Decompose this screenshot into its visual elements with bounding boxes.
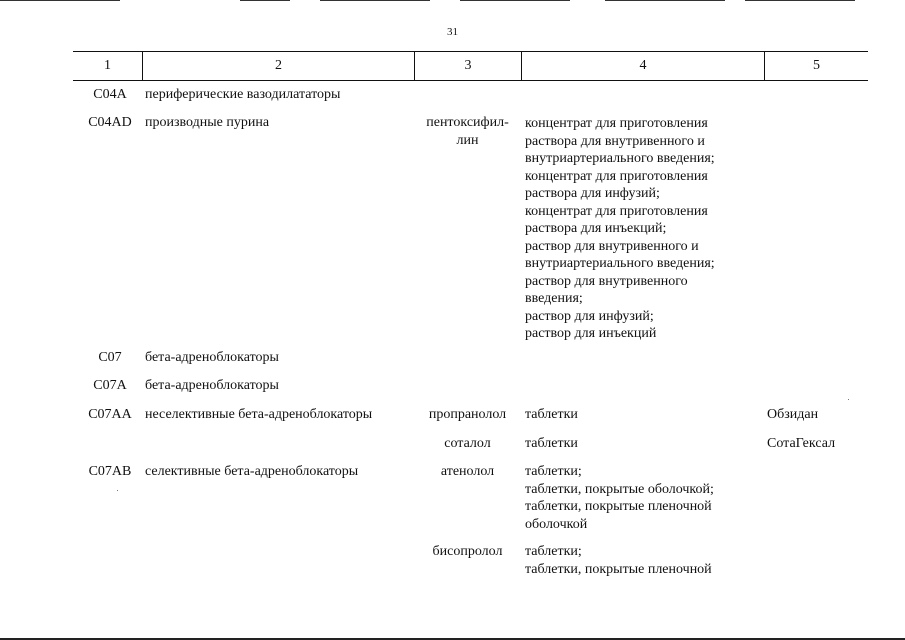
dosage-form-line: раствор для внутривенного: [525, 273, 688, 289]
dosage-form-line: раствор для инъекций: [525, 326, 657, 341]
header-col-2: 2: [275, 58, 282, 73]
scan-edge-mark: [240, 0, 290, 1]
atc-code: C04A: [93, 87, 127, 102]
group-name: бета-адреноблокаторы: [145, 350, 279, 365]
dosage-form-line: концентрат для приготовления: [525, 203, 708, 219]
dosage-form-line: раствор для внутривенного и: [525, 238, 699, 254]
atc-code: C07AB: [88, 464, 132, 479]
dosage-form-line: раствора для инъекций;: [525, 221, 667, 236]
scan-edge-mark: [745, 0, 855, 1]
drug-name: атенолол: [440, 464, 495, 479]
dosage-form-line: таблетки, покрытые пленочной: [525, 561, 712, 577]
dosage-form-line: раствор для инфузий;: [525, 308, 654, 324]
dosage-form-line: введения;: [525, 291, 583, 306]
dosage-form-line: таблетки, покрытые оболочкой;: [525, 481, 714, 497]
dosage-form-line: оболочкой: [525, 516, 588, 532]
drug-name: соталол: [444, 436, 491, 451]
atc-code: C07A: [93, 378, 127, 393]
dosage-form-line: таблетки;: [525, 544, 582, 559]
group-name: периферические вазодилататоры: [145, 87, 341, 102]
group-name: бета-адреноблокаторы: [145, 378, 279, 393]
drug-name: [414, 114, 521, 149]
scan-speck: [848, 399, 849, 400]
dosage-forms: [525, 463, 714, 533]
trade-name: СотаГексал: [767, 436, 836, 451]
dosage-form-line: раствора для инфузий;: [525, 186, 660, 201]
table-header: [73, 51, 868, 81]
atc-code: C07AA: [88, 407, 132, 422]
scan-edge-mark: [320, 0, 430, 1]
group-name: неселективные бета-адреноблокаторы: [145, 407, 373, 422]
drug-name: пропранолол: [428, 407, 507, 422]
dosage-form-line: раствора для внутривенного и: [525, 133, 705, 149]
group-name: производные пурина: [145, 115, 270, 130]
header-col-3: 3: [464, 58, 472, 73]
scan-edge-mark: [605, 0, 725, 1]
dosage-form-line: концентрат для приготовления: [525, 116, 708, 131]
dosage-form-line: концентрат для приготовления: [525, 168, 708, 184]
drug-name-line: лин: [456, 132, 479, 148]
scan-edge-mark: [460, 0, 570, 1]
dosage-form-line: внутриартериального введения;: [525, 256, 715, 271]
scan-edge-mark: [0, 0, 120, 1]
header-col-4: 4: [639, 58, 647, 73]
dosage-form-line: таблетки: [525, 407, 578, 422]
drug-name-line: пентоксифил-: [426, 115, 509, 130]
dosage-form-line: таблетки, покрытые пленочной: [525, 499, 712, 514]
atc-code: C04AD: [88, 115, 132, 130]
dosage-form-line: таблетки;: [525, 464, 582, 479]
dosage-forms: [525, 115, 715, 343]
trade-name: Обзидан: [767, 407, 819, 422]
scan-speck: [117, 490, 118, 491]
drug-name: бисопролол: [432, 544, 503, 559]
dosage-form-line: таблетки: [525, 436, 578, 451]
group-name: селективные бета-адреноблокаторы: [145, 464, 359, 479]
header-col-5: 5: [813, 58, 820, 73]
page-number: 31: [447, 26, 458, 38]
atc-code: C07: [98, 350, 122, 365]
dosage-form-line: внутриартериального введения;: [525, 151, 715, 166]
dosage-forms: [525, 543, 712, 578]
header-col-1: 1: [104, 58, 111, 73]
